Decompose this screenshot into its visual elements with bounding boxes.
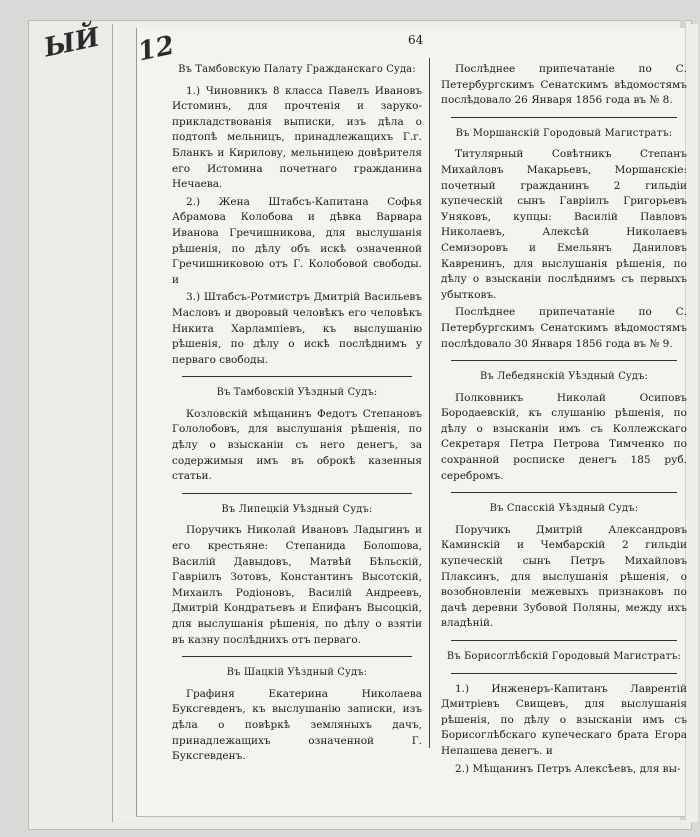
notice-paragraph: Послѣднее припечатаніе по С. Петербургскимъ Сенатскимъ вѣдомостямъ послѣдовало 30 Января 1856 года въ № 9.: [441, 306, 687, 350]
notice-paragraph: Поручикъ Дмитрій Александровъ Каминскій и Чембарскій 2 гильдіи купеческій сынъ Петръ Михайловъ Плаксинъ, для выслушанія рѣшенія, о возобновленіи межевыхъ признаковъ по дачѣ деревни Зубовой Поляны, между ихъ владѣній.: [441, 523, 687, 630]
section-divider: [451, 492, 677, 493]
notice-paragraph: 1.) Инженеръ-Капитанъ Лаврентій Дмитріевъ Свищевъ, для выслушанія рѣшенія, по дѣлу о взысканіи имъ съ Борисоглѣбскаго купеческаго брата Егора Непашева денегъ. и: [441, 682, 687, 757]
section-heading: Въ Тамбовскій Уѣздный Судъ:: [216, 387, 378, 399]
section-heading: Въ Моршанскій Городовый Магистратъ:: [455, 127, 673, 139]
section-divider: [451, 673, 677, 674]
section-divider: [182, 376, 412, 377]
notice-paragraph: Графиня Екатерина Николаева Буксгевденъ, къ выслушанію записки, изъ дѣла о повѣркѣ земляныхъ дачъ, принадлежащихъ означенной Г. Буксгевденъ.: [172, 687, 422, 763]
section-heading: Въ Лебедянскій Уѣздный Судъ:: [479, 371, 649, 383]
page-number: 64: [408, 33, 424, 47]
section-divider: [451, 360, 677, 361]
right-column: [441, 62, 687, 779]
margin-handwritten-number: 12: [135, 30, 177, 68]
notice-paragraph: 3.) Штабсъ-Ротмистръ Дмитрій Васильевъ Масловъ и дворовый человѣкъ его человѣкъ Никита Харлампіевъ, къ выслушанію рѣшенія, по дѣлу о искѣ послѣднимъ у перваго свободы.: [172, 291, 422, 366]
section-heading: Въ Липецкій Уѣздный Судъ:: [221, 503, 373, 515]
notice-paragraph: Титулярный Совѣтникъ Степанъ Михайловъ Макарьевъ, Моршанскіе: почетный гражданинъ 2 гильдіи купеческій сынъ Гавріилъ Григорьевъ Уняковъ, купцы: Василій Павловъ Николаевъ, Алексѣй Николаевъ Семизоровъ и Емельянъ Даниловъ Кавренинъ, для выслушанія рѣшенія, по дѣлу о взысканіи послѣднимъ съ первыхъ убытковъ.: [441, 148, 687, 301]
notice-paragraph: 2.) Жена Штабсъ-Капитана Софья Абрамова Колобова и дѣвка Варвара Иванова Гречишникова, для выслушанія рѣшенія, по дѣлу объ искѣ означенной Гречишниковою отъ Г. Колобовой свободы. и: [172, 195, 422, 286]
section-heading: Въ Шацкій Уѣздный Судъ:: [226, 667, 368, 679]
section-heading: Въ Спасскій Уѣздный Судъ:: [489, 503, 639, 515]
left-column: [172, 62, 422, 767]
notice-paragraph: 2.) Мѣщанинъ Петръ Алексѣевъ, для вы-: [455, 762, 681, 775]
notice-paragraph: Поручикъ Николай Ивановъ Ладыгинъ и его крестьяне: Степанида Болошова, Василій Давыдовъ, Матвѣй Бѣльскій, Гавріилъ Зотовъ, Константинъ Высотскій, Михаилъ Родіоновъ, Василій Андреевъ, Дмитрій Кондратьевъ и Епифанъ Высоцкій, для выслушанія рѣшенія, по дѣлу о взятіи въ казну послѣднихъ отъ перваго.: [172, 524, 422, 646]
column-divider: [429, 58, 430, 748]
notice-paragraph: Козловскій мѣщанинъ Федотъ Степановъ Гололобовъ, для выслушанія рѣшенія, по дѣлу о взысканіи съ него денегъ, за содержимыя имъ въ оброкѣ казенныя статьи.: [172, 407, 422, 483]
section-divider: [451, 117, 677, 118]
section-divider: [451, 640, 677, 641]
notice-paragraph: 1.) Чиновникъ 8 класса Павелъ Ивановъ Истоминъ, для прочтенія и зарукоприкладствованія выписки, изъ дѣла о подтопѣ мельницъ, принадлежащихъ Г.г. Бланкъ и Кирилову, мельницею довѣрителя его Истомина почетнаго гражданина Нечаева.: [172, 84, 422, 191]
notice-paragraph: Послѣднее припечатаніе по С. Петербургскимъ Сенатскимъ вѣдомостямъ послѣдовало 26 Января 1856 года въ № 8.: [441, 63, 687, 107]
notice-paragraph: Полковникъ Николай Осиповъ Бородаевскій, къ слушанію рѣшенія, по дѣлу о взысканіи имъ съ Коллежскаго Секретаря Петра Петрова Тимченко по сохранной росписке денегъ 185 руб. серебромъ.: [441, 391, 687, 482]
margin-handwritten-mark: ЫЙ: [41, 22, 103, 64]
section-heading: Въ Тамбовскую Палату Гражданскаго Суда:: [178, 64, 416, 75]
section-divider: [182, 493, 412, 494]
section-divider: [182, 656, 412, 657]
section-heading: Въ Борисоглѣбскій Городовый Магистратъ:: [446, 651, 682, 662]
